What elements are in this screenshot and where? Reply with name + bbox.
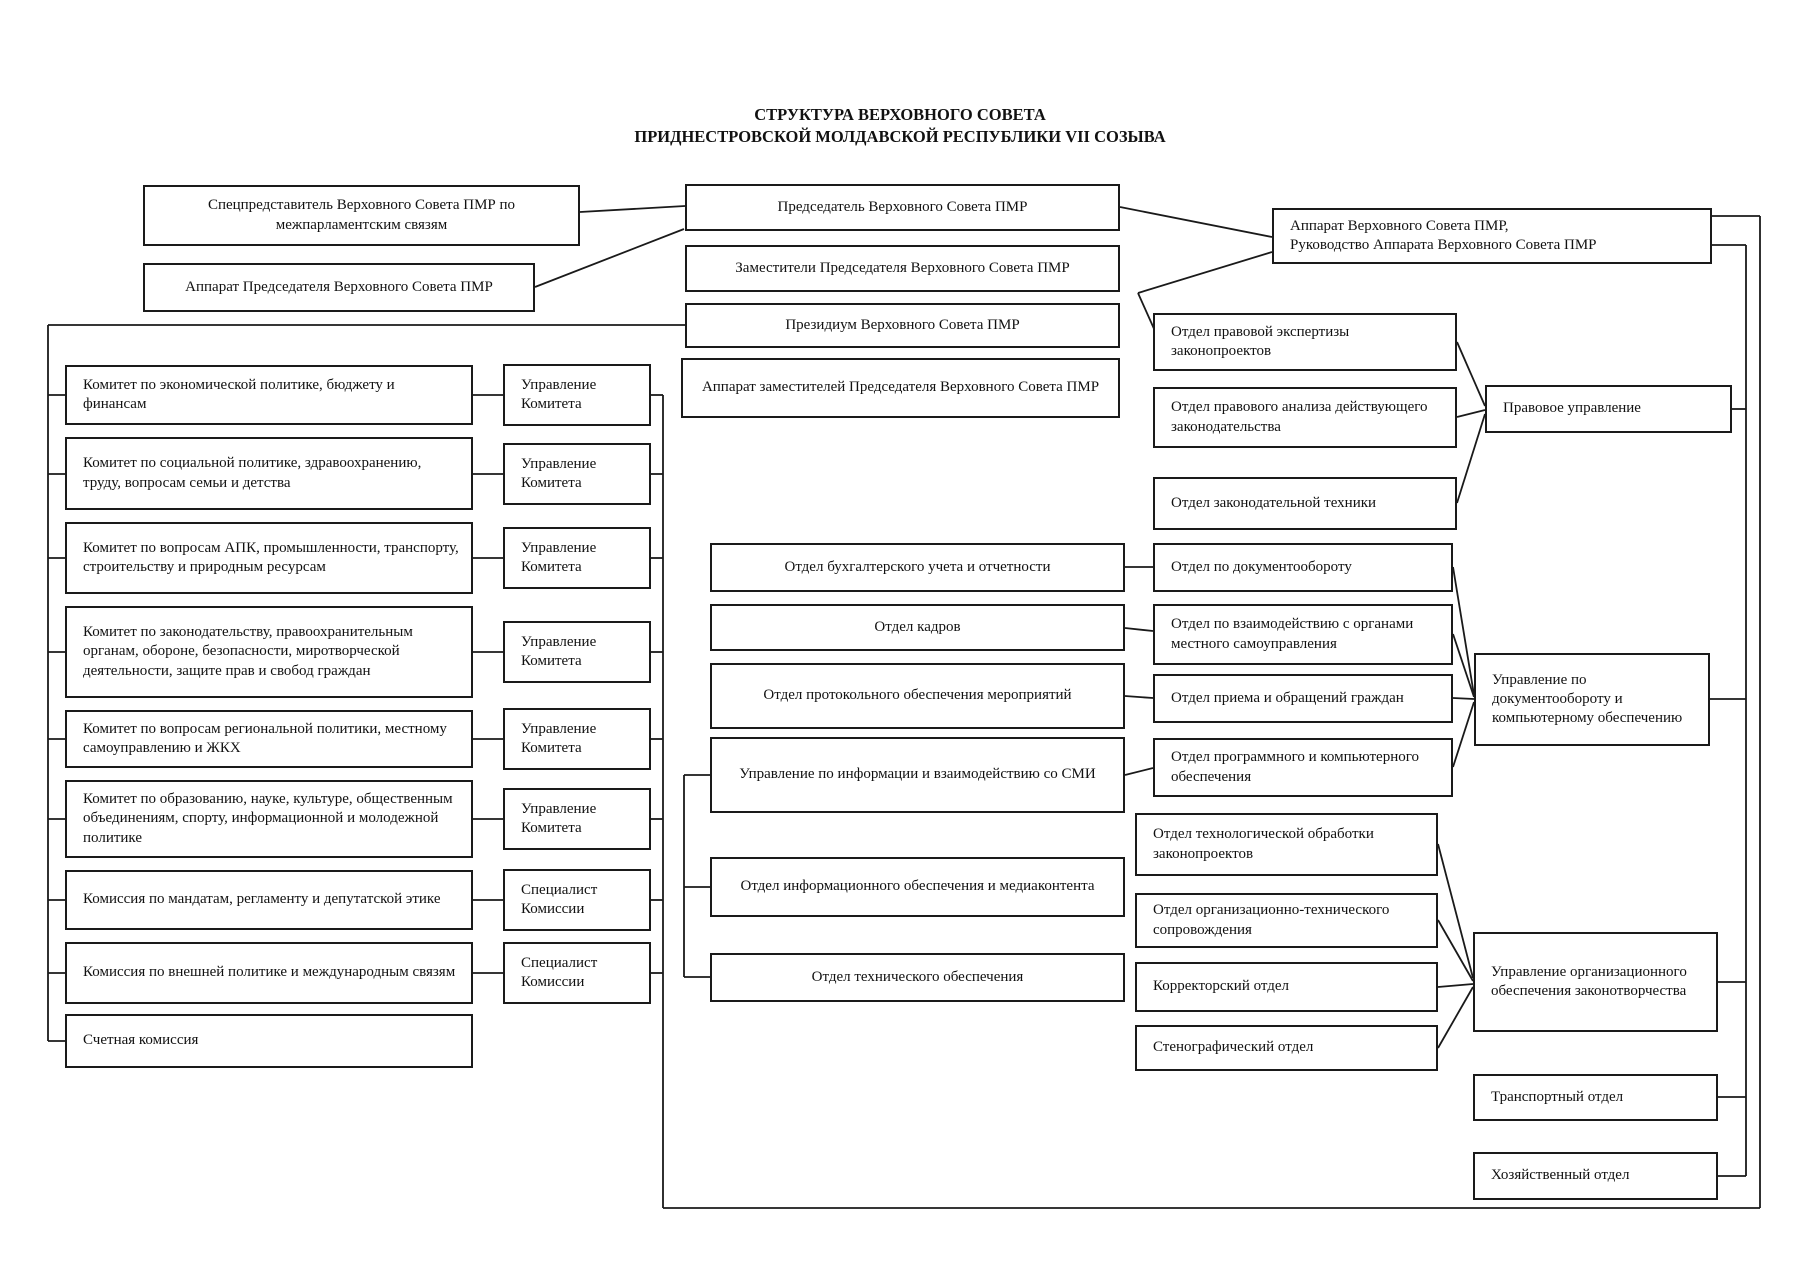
node-dept-household: Хозяйственный отдел xyxy=(1473,1152,1718,1200)
title-line-1: СТРУКТУРА ВЕРХОВНОГО СОВЕТА xyxy=(754,105,1046,124)
node-dept-hr: Отдел кадров xyxy=(710,604,1125,651)
node-dept-technical-support: Отдел технического обеспечения xyxy=(710,953,1125,1002)
node-lawmaking-directorate: Управление организационного обеспечения законотворчества xyxy=(1473,932,1718,1032)
node-deputies: Заместители Председателя Верховного Совета ПМР xyxy=(685,245,1120,292)
node-dept-protocol: Отдел протокольного обеспечения мероприятий xyxy=(710,663,1125,729)
node-dept-proofreading: Корректорский отдел xyxy=(1135,962,1438,1012)
node-chairman-apparatus: Аппарат Председателя Верховного Совета ПМР xyxy=(143,263,535,312)
node-dept-stenography: Стенографический отдел xyxy=(1135,1025,1438,1071)
node-committee-social: Комитет по социальной политике, здравоохранению, труду, вопросам семьи и детства xyxy=(65,437,473,510)
apparatus-line-1: Аппарат Верховного Совета ПМР, xyxy=(1290,217,1509,234)
node-directorate-media: Управление по информации и взаимодействию со СМИ xyxy=(710,737,1125,813)
node-committee-regional-policy: Комитет по вопросам региональной политики, местному самоуправлению и ЖКХ xyxy=(65,710,473,768)
node-committee-legislation: Комитет по законодательству, правоохранительным органам, обороне, безопасности, миротворческой деятельности, защите прав и свобод граждан xyxy=(65,606,473,698)
node-dept-software-hardware: Отдел программного и компьютерного обеспечения xyxy=(1153,738,1453,797)
node-special-representative: Спецпредставитель Верховного Совета ПМР по межпарламентским связям xyxy=(143,185,580,246)
node-committee-economy: Комитет по экономической политике, бюджету и финансам xyxy=(65,365,473,425)
node-presidium: Президиум Верховного Совета ПМР xyxy=(685,303,1120,348)
node-docflow-directorate: Управление по документообороту и компьютерному обеспечению xyxy=(1474,653,1710,746)
node-deputies-apparatus: Аппарат заместителей Председателя Верховного Совета ПМР xyxy=(681,358,1120,418)
node-commission-specialist-2: Специалист Комиссии xyxy=(503,942,651,1004)
node-dept-legislative-technique: Отдел законодательной техники xyxy=(1153,477,1457,530)
node-dept-accounting: Отдел бухгалтерского учета и отчетности xyxy=(710,543,1125,592)
node-committee-education: Комитет по образованию, науке, культуре, общественным объединениям, спорту, информационной и молодежной политике xyxy=(65,780,473,858)
title-line-2: ПРИДНЕСТРОВСКОЙ МОЛДАВСКОЙ РЕСПУБЛИКИ VII СОЗЫВА xyxy=(634,127,1166,147)
node-dept-citizen-appeals: Отдел приема и обращений граждан xyxy=(1153,674,1453,723)
node-dept-legal-analysis: Отдел правового анализа действующего законодательства xyxy=(1153,387,1457,448)
node-committee-unit-4: Управление Комитета xyxy=(503,621,651,683)
node-committee-agro-industry: Комитет по вопросам АПК, промышленности, транспорту, строительству и природным ресурсам xyxy=(65,522,473,594)
page-title xyxy=(350,104,1450,149)
apparatus-line-2: Руководство Аппарата Верховного Совета ПМР xyxy=(1290,237,1597,253)
node-dept-transport: Транспортный отдел xyxy=(1473,1074,1718,1121)
node-committee-unit-6: Управление Комитета xyxy=(503,788,651,850)
node-committee-unit-2: Управление Комитета xyxy=(503,443,651,505)
node-counting-commission: Счетная комиссия xyxy=(65,1014,473,1068)
node-committee-unit-5: Управление Комитета xyxy=(503,708,651,770)
node-dept-org-technical-support: Отдел организационно-технического сопровождения xyxy=(1135,893,1438,948)
node-dept-legal-expertise: Отдел правовой экспертизы законопроектов xyxy=(1153,313,1457,371)
node-commission-foreign-policy: Комиссия по внешней политике и международным связям xyxy=(65,942,473,1004)
node-commission-mandates: Комиссия по мандатам, регламенту и депутатской этике xyxy=(65,870,473,930)
node-supreme-council-apparatus xyxy=(1272,208,1712,264)
node-committee-unit-1: Управление Комитета xyxy=(503,364,651,426)
node-dept-document-flow: Отдел по документообороту xyxy=(1153,543,1453,592)
node-legal-directorate: Правовое управление xyxy=(1485,385,1732,433)
node-committee-unit-3: Управление Комитета xyxy=(503,527,651,589)
node-commission-specialist-1: Специалист Комиссии xyxy=(503,869,651,931)
node-dept-bill-processing: Отдел технологической обработки законопроектов xyxy=(1135,813,1438,876)
node-chairman: Председатель Верховного Совета ПМР xyxy=(685,184,1120,231)
node-dept-local-government-liaison: Отдел по взаимодействию с органами местного самоуправления xyxy=(1153,604,1453,665)
node-dept-information-media-content: Отдел информационного обеспечения и медиаконтента xyxy=(710,857,1125,917)
